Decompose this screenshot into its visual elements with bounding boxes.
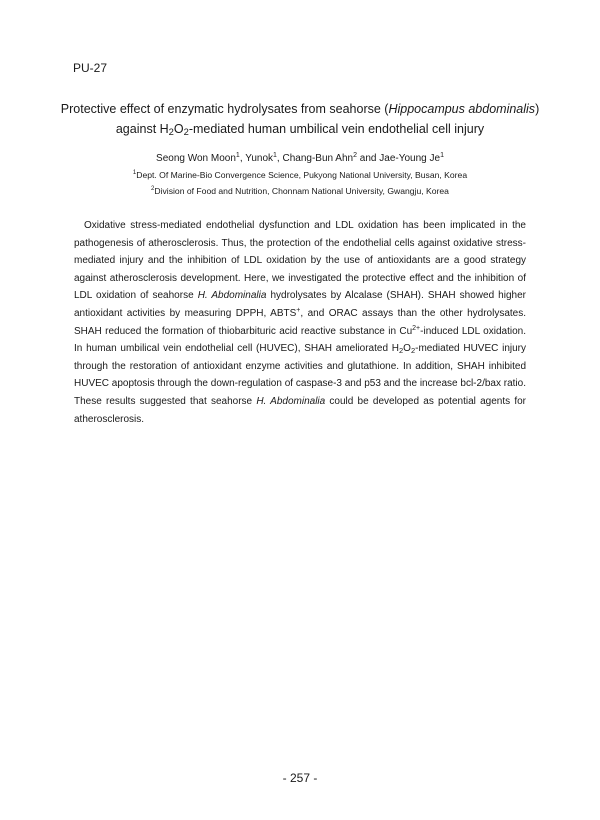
affiliation-1 [40,168,560,182]
author-name: Seong Won Moon [156,153,236,164]
abstract-superscript: + [296,306,301,314]
abstract-text: , and ORAC assays than the other hydrolysates. SHAH reduced the formation of thiobarbituric acid reactive substance in Cu [74,307,527,337]
title-text-1: Protective effect of enzymatic hydrolysates from seahorse ( [60,102,389,116]
abstract-subscript: 2 [399,346,404,356]
abstract-text: hydrolysates by Alcalase (SHAH). SHAH showed higher antioxidant activities by measuring DPPH, ABTS [74,290,526,319]
paper-title [40,99,560,139]
affiliation-text: Division of Food and Nutrition, Chonnam National University, Gwangju, Korea [154,186,449,196]
abstract-text: could be developed as potential agents for atherosclerosis. [74,395,526,425]
page-number: - 257 - [282,771,318,785]
author-separator: and [357,153,380,164]
author-affiliation-mark: 1 [273,152,277,159]
abstract-species: H. Abdominalia [256,395,326,407]
abstract-body [74,217,526,428]
author-name: Yunok [245,153,274,164]
author-affiliation-mark: 1 [440,152,444,159]
author-name: Jae-Young Je [379,153,441,164]
title-text-2: ) [535,102,540,116]
title-line2-a: against H [115,122,169,136]
abstract-text: Oxidative stress-mediated endothelial dysfunction and LDL oxidation has been implicated in the pathogenesis of atherosclerosis. Thus, the protection of the endothelial cells against oxidative stress-mediated injury and the inhibition of LDL oxidation by the use of antioxidants are a good strategy against atherosclerosis development. Here, we investigated the protective effect and the inhibition of LDL oxidation of seahorse [74,220,526,302]
abstract-text: O [403,343,411,355]
author-name: Chang-Bun Ahn [282,153,354,164]
author-list [40,150,560,167]
abstract-subscript: 2 [410,346,416,356]
author-affiliation-mark: 2 [353,152,358,159]
author-affiliation-mark: 1 [235,152,240,159]
abstract-text: -induced LDL oxidation. In human umbilical vein endothelial cell (HUVEC), SHAH ameliorated H [74,325,526,355]
affiliation-number: 1 [132,170,137,176]
title-species: Hippocampus abdominalis [388,102,536,116]
affiliation-2 [40,184,560,198]
title-sub-1: 2 [168,127,174,137]
abstract-superscript: 2+ [412,324,421,332]
author-separator: , [239,153,246,164]
session-code: PU-27 [73,61,108,75]
affiliation-text: Dept. Of Marine-Bio Convergence Science, Pukyong National University, Busan, Korea [136,170,468,180]
abstract-text: -mediated HUVEC injury through the restoration of antioxidant enzyme activities and glutathione. In addition, SHAH inhibited HUVEC apoptosis through the down-regulation of caspase-3 and p53 and the increase bcl-2/bax ratio. These results suggested that seahorse [74,343,526,407]
author-separator: , [276,153,283,164]
title-line2-c: -mediated human umbilical vein endothelial cell injury [188,122,485,136]
title-sub-2: 2 [183,127,189,137]
abstract-species: H. Abdominalia [197,290,267,302]
affiliation-number: 2 [151,186,155,192]
title-line2-b: O [173,122,184,136]
